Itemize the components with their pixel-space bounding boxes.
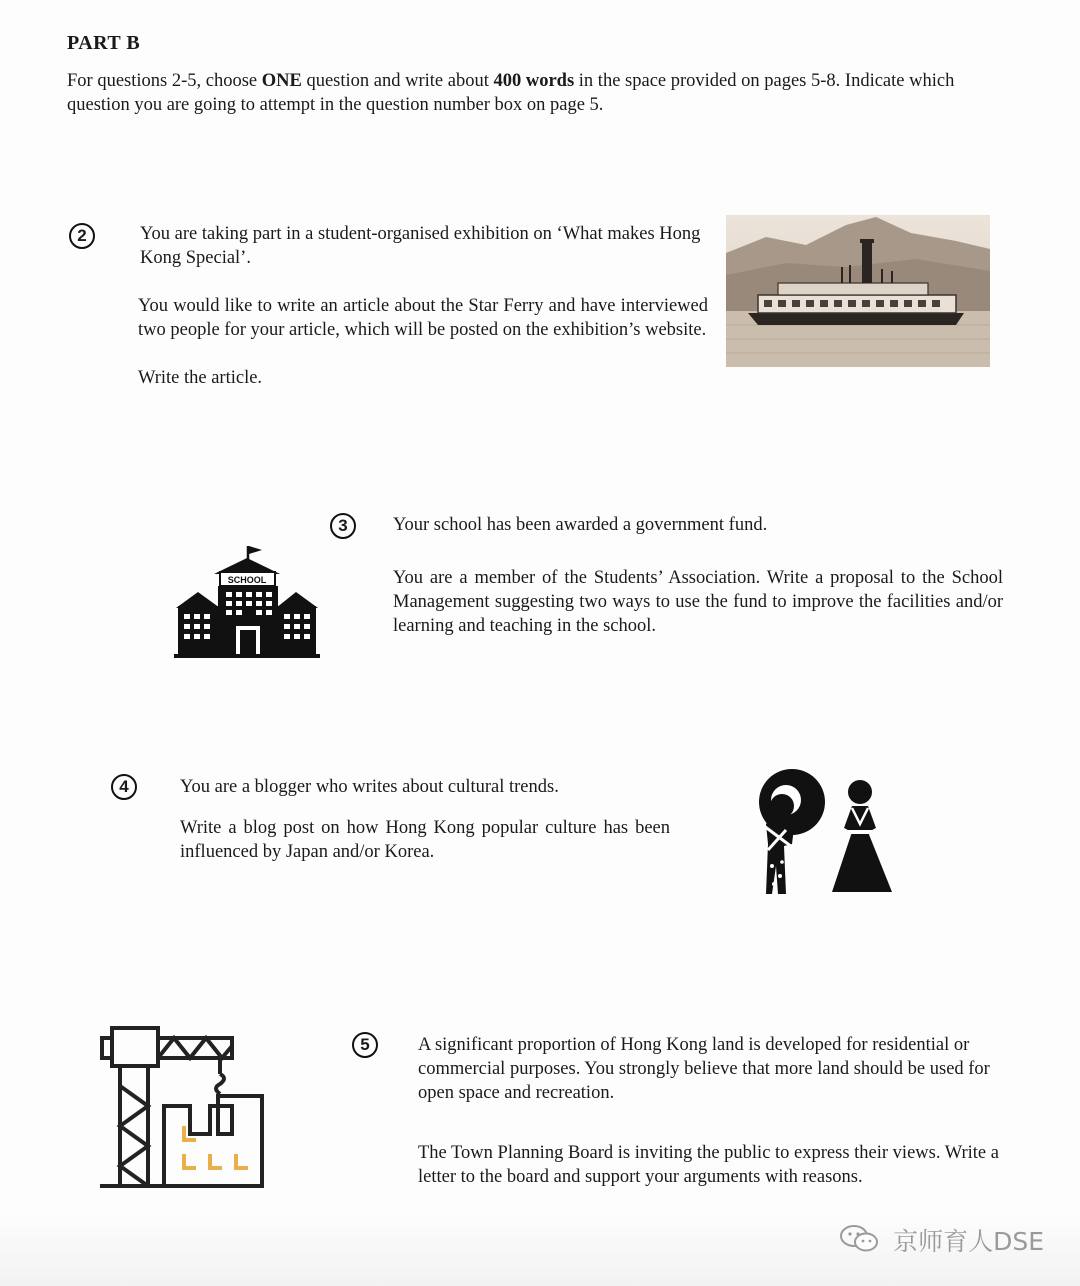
school-building-icon — [174, 544, 320, 660]
kimono-hanbok-figures-icon — [756, 766, 898, 900]
school-sign-text: SCHOOL — [227, 575, 267, 585]
question-3-text — [393, 513, 1003, 638]
watermark-text: 京师育人DSE — [893, 1227, 1044, 1256]
question-number-5: 5 — [352, 1032, 378, 1058]
question-4-para-1: You are a blogger who writes about cultural trends. — [180, 777, 559, 797]
question-3-para-2: You are a member of the Students’ Association. Write a proposal to the School Management suggesting two ways to use the fund to improve the facilities and/or learning and teaching in the school. — [393, 568, 1003, 636]
question-number-3: 3 — [330, 513, 356, 539]
instructions: For questions 2-5, choose ONE question and write about 400 words in the space provided on pages 5-8. Indicate which question you are going to attempt in the question number box on page 5. — [67, 71, 955, 115]
question-4-para-2: Write a blog post on how Hong Kong popular culture has been influenced by Japan and/or Korea. — [180, 818, 670, 862]
part-heading: PART B — [67, 32, 141, 54]
question-2-para-1: You are taking part in a student-organised exhibition on ‘What makes Hong Kong Special’. — [140, 224, 701, 268]
question-3-para-1: Your school has been awarded a government fund. — [393, 515, 768, 535]
question-2-para-2: You would like to write an article about the Star Ferry and have interviewed two people for your article, which will be posted on the exhibition’s website. — [138, 296, 708, 340]
construction-crane-icon — [98, 1022, 268, 1192]
star-ferry-photo — [726, 215, 990, 367]
question-2-text — [138, 222, 708, 390]
question-number-4: 4 — [111, 774, 137, 800]
question-2-para-3: Write the article. — [138, 368, 263, 388]
question-5-para-1: A significant proportion of Hong Kong land is developed for residential or commercial purposes. You strongly believe that more land should be used for open space and recreation. — [418, 1035, 990, 1103]
question-number-2: 2 — [69, 223, 95, 249]
wechat-icon — [838, 1222, 882, 1254]
question-5-para-2: The Town Planning Board is inviting the public to express their views. Write a letter to the board and support your arguments with reasons. — [418, 1143, 999, 1187]
question-5-text — [418, 1033, 1008, 1189]
question-4-text — [180, 775, 670, 864]
